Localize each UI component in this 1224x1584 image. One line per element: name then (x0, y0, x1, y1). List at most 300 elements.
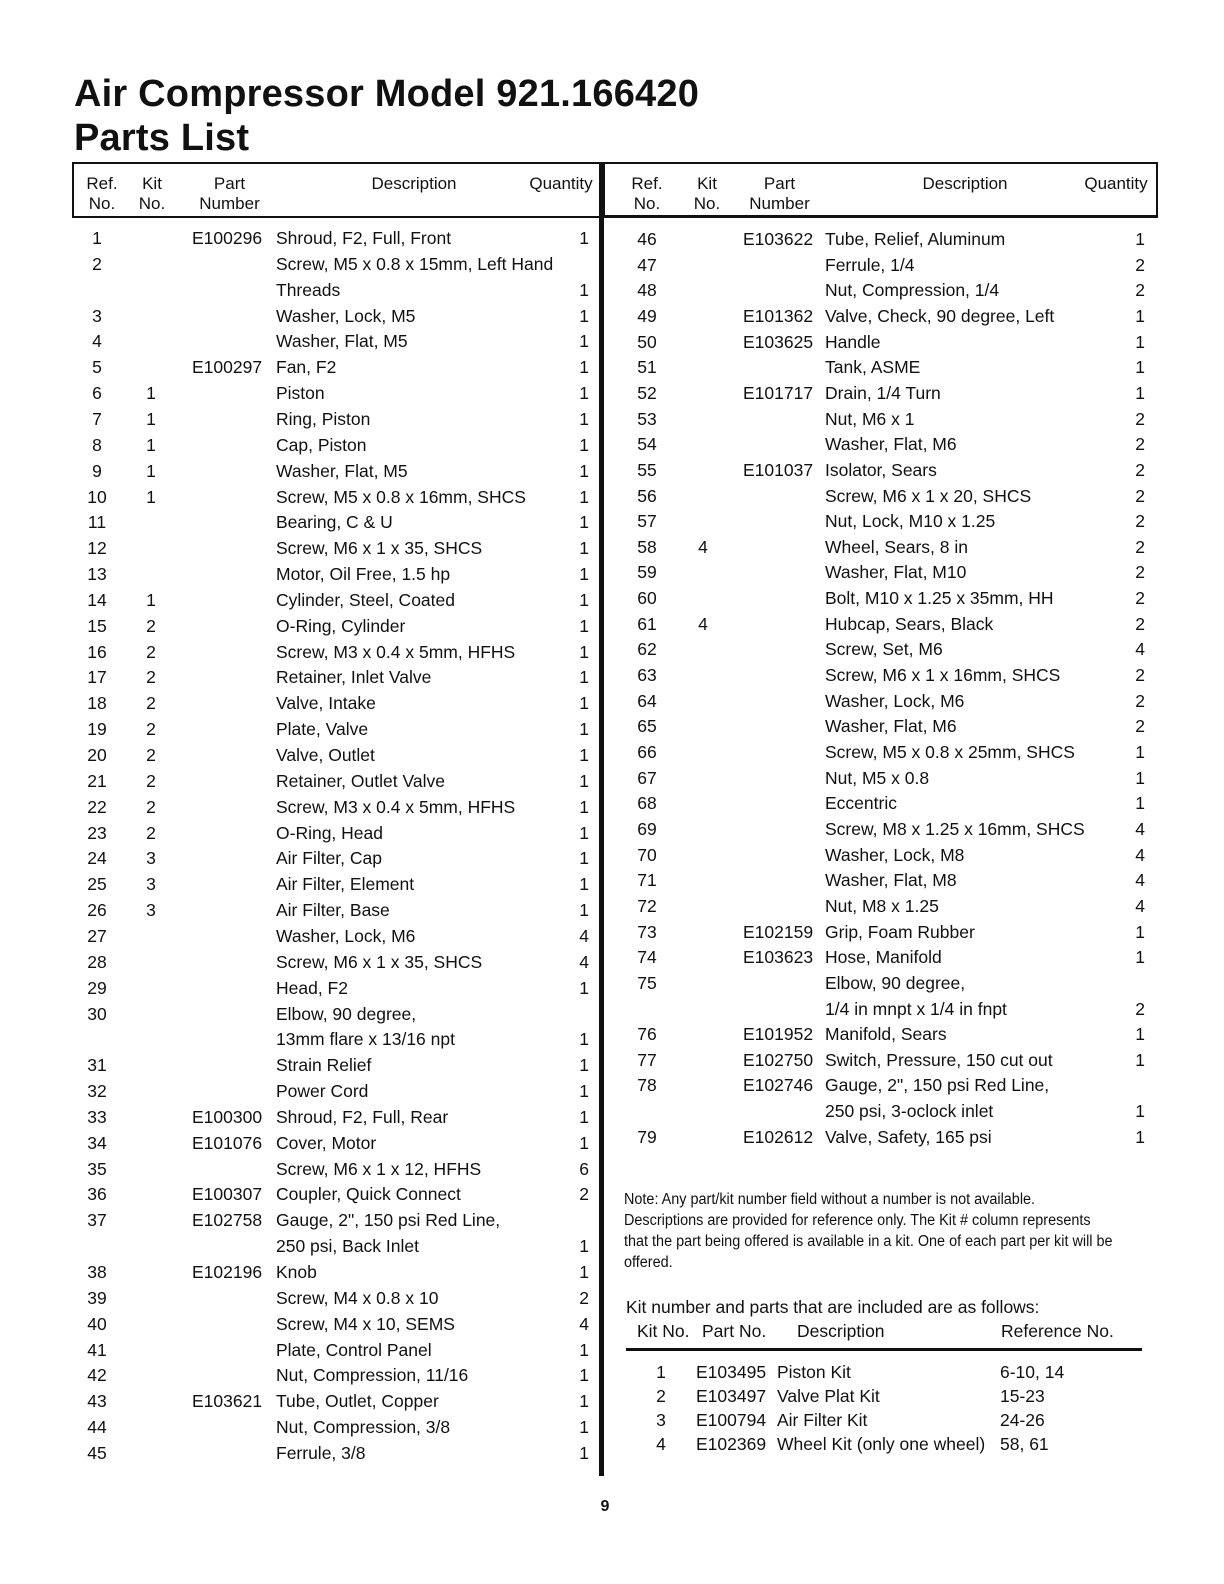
ref-no-cell: 63 (637, 665, 657, 686)
quantity-cell: 1 (579, 1029, 589, 1050)
description-cell: Screw, M6 x 1 x 12, HFHS (276, 1158, 482, 1179)
quantity-cell: 1 (579, 770, 589, 791)
part-number-cell: E102196 (192, 1262, 263, 1282)
table-row (610, 226, 1150, 252)
quantity-cell: 1 (1135, 1024, 1145, 1045)
ref-no-cell: 23 (87, 822, 107, 843)
ref-no-cell: 30 (87, 1003, 107, 1024)
quantity-cell: 1 (579, 615, 589, 636)
page-title: Air Compressor Model 921.166420 (74, 73, 700, 115)
part-number-cell: E101362 (743, 305, 814, 326)
description-cell: Washer, Flat, M6 (825, 716, 957, 737)
table-row (72, 1026, 597, 1052)
table-row (72, 871, 597, 897)
quantity-cell: 2 (1135, 536, 1145, 557)
ref-no-cell: 25 (87, 874, 107, 895)
table-row (610, 252, 1150, 278)
kit-description-cell: Piston Kit (777, 1362, 851, 1382)
table-row (72, 1207, 597, 1233)
ref-no-cell: 11 (87, 512, 107, 533)
kit-no-header: Kit No. (693, 174, 721, 213)
description-cell: Screw, M6 x 1 x 35, SHCS (276, 538, 483, 559)
page-number: 9 (600, 1498, 610, 1515)
quantity-cell: 1 (579, 564, 589, 585)
kit-part-no-cell: E103495 (696, 1362, 767, 1382)
description-cell: Grip, Foam Rubber (825, 921, 975, 942)
description-cell: Shroud, F2, Full, Front (276, 228, 452, 248)
quantity-cell: 2 (1135, 690, 1145, 711)
description-cell: Tank, ASME (825, 357, 921, 378)
description-cell: Motor, Oil Free, 1.5 hp (276, 564, 451, 585)
ref-no-cell: 71 (637, 870, 657, 891)
quantity-cell: 1 (579, 538, 589, 559)
kit-no-cell: 1 (146, 434, 156, 455)
kit-part-no-cell: E100794 (696, 1410, 767, 1430)
kit-row (626, 1432, 1142, 1456)
quantity-cell: 1 (1135, 767, 1145, 788)
ref-no-cell: 4 (92, 331, 102, 352)
table-row (72, 1078, 597, 1104)
part-number-cell: E100296 (192, 228, 263, 248)
kit-no-cell: 2 (656, 1386, 666, 1406)
table-row (72, 1181, 597, 1207)
quantity-cell: 1 (579, 460, 589, 481)
description-cell: Power Cord (276, 1081, 369, 1102)
table-row (72, 690, 597, 716)
left-table-header (72, 162, 603, 218)
table-row (610, 816, 1150, 842)
description-cell: Head, F2 (276, 977, 348, 998)
description-cell: Shroud, F2, Full, Rear (276, 1106, 449, 1127)
description-cell: Screw, M3 x 0.4 x 5mm, HFHS (276, 796, 516, 817)
quantity-cell: 1 (579, 719, 589, 740)
quantity-cell: 1 (579, 408, 589, 429)
description-cell: Screw, M5 x 0.8 x 25mm, SHCS (825, 742, 1075, 762)
quantity-cell: 4 (1135, 844, 1145, 865)
description-cell: Screw, M4 x 0.8 x 10 (276, 1287, 439, 1308)
description-cell: Bolt, M10 x 1.25 x 35mm, HH (825, 588, 1054, 609)
kit-no-cell: 2 (146, 693, 156, 714)
description-cell: Ferrule, 3/8 (276, 1442, 366, 1463)
quantity-cell: 1 (1135, 229, 1145, 249)
description-cell: Manifold, Sears (825, 1024, 947, 1045)
ref-no-cell: 12 (87, 538, 107, 559)
description-cell: Screw, M4 x 10, SEMS (276, 1313, 455, 1334)
table-row (72, 277, 597, 303)
quantity-cell: 2 (1135, 459, 1145, 480)
table-row (72, 716, 597, 742)
quantity-cell: 1 (579, 822, 589, 843)
ref-no-cell: 59 (637, 562, 657, 583)
kit-no-cell: 4 (698, 536, 708, 557)
ref-no-cell: 73 (637, 921, 657, 942)
ref-no-cell: 36 (87, 1184, 107, 1205)
kit-no-cell: 2 (146, 641, 156, 662)
table-row (72, 587, 597, 613)
quantity-cell: 4 (579, 951, 589, 972)
part-number-header: Part Number (199, 174, 260, 213)
table-row (610, 867, 1150, 893)
part-number-cell: E100307 (192, 1184, 263, 1205)
quantity-cell: 1 (1135, 1049, 1145, 1070)
quantity-cell: 4 (1135, 639, 1145, 660)
ref-no-cell: 15 (87, 615, 107, 636)
kit-section-intro: Kit number and parts that are included are as follows: (626, 1297, 1040, 1317)
description-cell: Plate, Valve (276, 719, 369, 740)
kit-no-cell: 4 (698, 613, 708, 634)
kit-no-cell: 3 (146, 874, 156, 895)
quantity-cell: 1 (1135, 742, 1145, 762)
table-row (72, 923, 597, 949)
quantity-cell: 2 (1135, 716, 1145, 737)
quantity-cell: 1 (579, 331, 589, 352)
quantity-cell: 2 (1135, 613, 1145, 634)
ref-no-cell: 79 (637, 1126, 657, 1147)
ref-no-cell: 18 (87, 693, 107, 714)
table-row (610, 1124, 1150, 1150)
description-cell: 1/4 in mnpt x 1/4 in fnpt (825, 998, 1007, 1019)
ref-no-cell: 77 (637, 1049, 657, 1070)
description-cell: Ferrule, 1/4 (825, 254, 915, 275)
table-row (72, 1362, 597, 1388)
quantity-cell: 1 (579, 1339, 589, 1360)
quantity-cell: 1 (579, 1391, 589, 1412)
ref-no-cell: 39 (87, 1287, 107, 1308)
column-divider (599, 162, 604, 1476)
table-row (72, 484, 597, 510)
ref-no-cell: 2 (92, 253, 102, 274)
kit-no-cell: 2 (146, 770, 156, 791)
description-cell: Nut, Compression, 11/16 (276, 1365, 469, 1386)
quantity-cell: 1 (579, 900, 589, 921)
part-number-cell: E101076 (192, 1132, 263, 1153)
table-row (610, 303, 1150, 329)
description-cell: Strain Relief (276, 1055, 372, 1076)
table-row (72, 1311, 597, 1337)
kit-no-cell: 2 (146, 745, 156, 765)
quantity-cell: 1 (579, 512, 589, 533)
ref-no-cell: 64 (637, 690, 657, 711)
quantity-cell: 1 (579, 1055, 589, 1076)
description-cell: Bearing, C & U (276, 512, 393, 533)
description-cell: Screw, M6 x 1 x 20, SHCS (825, 485, 1032, 506)
table-row (72, 225, 597, 251)
kit-no-cell: 2 (146, 796, 156, 817)
ref-no-cell: 78 (637, 1075, 657, 1096)
description-cell: Gauge, 2", 150 psi Red Line, (825, 1075, 1050, 1096)
table-row (72, 975, 597, 1001)
description-cell: Screw, M3 x 0.4 x 5mm, HFHS (276, 641, 516, 662)
kit-row (626, 1360, 1142, 1384)
description-cell: Cylinder, Steel, Coated (276, 589, 455, 610)
ref-no-cell: 31 (87, 1055, 107, 1076)
description-cell: Nut, M8 x 1.25 (825, 895, 939, 916)
page-subtitle: Parts List (74, 117, 250, 159)
description-cell: Handle (825, 331, 881, 352)
description-cell: Valve, Outlet (276, 745, 375, 765)
description-cell: Valve, Intake (276, 693, 376, 714)
ref-no-cell: 57 (637, 511, 657, 532)
part-number-cell: E103625 (743, 331, 814, 352)
ref-no-cell: 9 (92, 460, 102, 481)
kit-part-no-cell: E103497 (696, 1386, 767, 1406)
ref-no-cell: 41 (87, 1339, 107, 1360)
table-row (610, 329, 1150, 355)
table-row (610, 1098, 1150, 1124)
description-cell: Knob (276, 1262, 317, 1282)
kit-description-cell: Valve Plat Kit (777, 1386, 880, 1406)
description-cell: Hubcap, Sears, Black (825, 613, 994, 634)
quantity-cell: 1 (579, 977, 589, 998)
description-cell: Screw, M5 x 0.8 x 15mm, Left Hand (276, 253, 554, 274)
ref-no-cell: 75 (637, 972, 657, 993)
table-row (72, 1104, 597, 1130)
table-row (610, 970, 1150, 996)
kit-reference-header: Reference No. (1001, 1321, 1114, 1341)
table-row (610, 739, 1150, 765)
quantity-cell: 1 (579, 1106, 589, 1127)
quantity-cell: 4 (1135, 870, 1145, 891)
table-row (610, 688, 1150, 714)
description-cell: Washer, Flat, M6 (825, 434, 957, 455)
kit-no-cell: 1 (146, 408, 156, 429)
description-cell: Washer, Flat, M5 (276, 331, 408, 352)
part-number-cell: E102758 (192, 1210, 263, 1231)
table-row (610, 842, 1150, 868)
kit-reference-cell: 15-23 (1000, 1386, 1045, 1406)
table-row (610, 406, 1150, 432)
part-number-cell: E101037 (743, 459, 814, 480)
description-cell: Washer, Flat, M5 (276, 460, 408, 481)
ref-no-cell: 49 (637, 305, 657, 326)
description-cell: Tube, Outlet, Copper (276, 1391, 439, 1412)
ref-no-cell: 6 (92, 383, 102, 404)
quantity-cell: 4 (579, 1313, 589, 1334)
ref-no-cell: 1 (92, 228, 102, 248)
kit-no-cell: 2 (146, 719, 156, 740)
kit-no-cell: 2 (146, 822, 156, 843)
kit-description-cell: Wheel Kit (only one wheel) (777, 1434, 986, 1454)
table-row (610, 483, 1150, 509)
quantity-cell: 1 (579, 434, 589, 455)
table-row (610, 944, 1150, 970)
quantity-cell: 2 (1135, 254, 1145, 275)
description-cell: Washer, Lock, M5 (276, 305, 416, 326)
table-row (72, 742, 597, 768)
description-cell: Screw, M6 x 1 x 16mm, SHCS (825, 665, 1061, 686)
quantity-cell: 1 (1135, 1101, 1145, 1122)
ref-no-header: Ref. No. (631, 174, 663, 213)
quantity-cell: 2 (1135, 280, 1145, 301)
description-cell: Nut, M6 x 1 (825, 408, 915, 429)
kit-no-cell: 4 (656, 1434, 666, 1454)
table-row (72, 354, 597, 380)
description-cell: Washer, Lock, M6 (825, 690, 965, 711)
description-cell: Retainer, Inlet Valve (276, 667, 432, 688)
part-number-cell: E102612 (743, 1126, 814, 1147)
ref-no-cell: 16 (87, 641, 107, 662)
table-row (610, 790, 1150, 816)
ref-no-cell: 35 (87, 1158, 107, 1179)
table-row (72, 794, 597, 820)
ref-no-header: Ref. No. (86, 174, 118, 213)
description-cell: Screw, M8 x 1.25 x 16mm, SHCS (825, 818, 1085, 839)
table-row (610, 1021, 1150, 1047)
quantity-cell: 1 (1135, 331, 1145, 352)
quantity-cell: 1 (1135, 921, 1145, 942)
table-row (72, 768, 597, 794)
quantity-cell: 1 (579, 848, 589, 869)
table-row (610, 380, 1150, 406)
description-cell: Retainer, Outlet Valve (276, 770, 445, 791)
ref-no-cell: 44 (87, 1417, 107, 1438)
part-number-cell: E103623 (743, 947, 814, 968)
part-number-cell: E100297 (192, 357, 263, 378)
ref-no-cell: 46 (637, 229, 657, 249)
ref-no-cell: 24 (87, 848, 107, 869)
table-row (72, 845, 597, 871)
description-cell: Switch, Pressure, 150 cut out (825, 1049, 1053, 1070)
table-row (72, 458, 597, 484)
part-number-cell: E103621 (192, 1391, 263, 1412)
ref-no-cell: 40 (87, 1313, 107, 1334)
table-row (72, 1285, 597, 1311)
part-number-cell: E102750 (743, 1049, 814, 1070)
description-cell: Nut, Compression, 1/4 (825, 280, 1000, 301)
quantity-cell: 1 (579, 874, 589, 895)
description-cell: Cap, Piston (276, 434, 367, 455)
description-cell: Tube, Relief, Aluminum (825, 229, 1006, 249)
kit-no-cell: 2 (146, 667, 156, 688)
ref-no-cell: 34 (87, 1132, 107, 1153)
quantity-cell: 1 (579, 1442, 589, 1463)
ref-no-cell: 19 (87, 719, 107, 740)
table-row (72, 303, 597, 329)
quantity-cell: 1 (579, 796, 589, 817)
ref-no-cell: 22 (87, 796, 107, 817)
part-number-cell: E101717 (743, 382, 814, 403)
ref-no-cell: 54 (637, 434, 657, 455)
table-row (610, 611, 1150, 637)
ref-no-cell: 10 (87, 486, 107, 507)
description-cell: Washer, Lock, M8 (825, 844, 965, 865)
description-cell: Gauge, 2", 150 psi Red Line, (276, 1210, 501, 1231)
part-number-header: Part Number (749, 174, 810, 213)
ref-no-cell: 66 (637, 742, 657, 762)
quantity-cell: 1 (579, 228, 589, 248)
description-cell: Elbow, 90 degree, (825, 972, 966, 993)
quantity-cell: 1 (579, 1417, 589, 1438)
quantity-cell: 1 (1135, 947, 1145, 968)
description-cell: Fan, F2 (276, 357, 337, 378)
description-cell: Threads (276, 279, 341, 300)
table-row (72, 664, 597, 690)
table-row (610, 277, 1150, 303)
ref-no-cell: 76 (637, 1024, 657, 1045)
table-row (72, 1052, 597, 1078)
table-row (72, 328, 597, 354)
table-row (72, 1337, 597, 1363)
ref-no-cell: 17 (87, 667, 107, 688)
description-cell: Screw, M6 x 1 x 35, SHCS (276, 951, 483, 972)
description-cell: Washer, Flat, M10 (825, 562, 967, 583)
description-cell: Plate, Control Panel (276, 1339, 432, 1360)
description-cell: Air Filter, Base (276, 900, 390, 921)
part-number-cell: E101952 (743, 1024, 814, 1045)
quantity-cell: 1 (579, 1365, 589, 1386)
ref-no-cell: 33 (87, 1106, 107, 1127)
ref-no-cell: 5 (92, 357, 102, 378)
ref-no-cell: 28 (87, 951, 107, 972)
description-cell: Screw, Set, M6 (825, 639, 943, 660)
ref-no-cell: 60 (637, 588, 657, 609)
quantity-cell: 2 (1135, 485, 1145, 506)
quantity-cell: 1 (1135, 382, 1145, 403)
kit-row (626, 1384, 1142, 1408)
description-cell: Elbow, 90 degree, (276, 1003, 417, 1024)
ref-no-cell: 50 (637, 331, 657, 352)
part-number-cell: E102746 (743, 1075, 814, 1096)
description-cell: Valve, Check, 90 degree, Left (825, 305, 1055, 326)
ref-no-cell: 62 (637, 639, 657, 660)
ref-no-cell: 55 (637, 459, 657, 480)
ref-no-cell: 48 (637, 280, 657, 301)
ref-no-cell: 61 (637, 613, 657, 634)
quantity-cell: 1 (579, 641, 589, 662)
table-row (72, 1233, 597, 1259)
kit-no-cell: 1 (146, 383, 156, 404)
quantity-cell: 1 (579, 667, 589, 688)
ref-no-cell: 13 (87, 564, 107, 585)
table-row (72, 251, 597, 277)
ref-no-cell: 20 (87, 745, 107, 765)
description-cell: Nut, Lock, M10 x 1.25 (825, 511, 996, 532)
right-table-header (603, 162, 1158, 218)
part-number-cell: E102159 (743, 921, 814, 942)
quantity-cell: 1 (579, 745, 589, 765)
table-row (72, 820, 597, 846)
table-row (610, 585, 1150, 611)
quantity-cell: 4 (1135, 818, 1145, 839)
ref-no-cell: 38 (87, 1262, 107, 1282)
table-row (72, 949, 597, 975)
kit-no-cell: 1 (146, 486, 156, 507)
kit-no-cell: 3 (656, 1410, 666, 1430)
ref-no-cell: 37 (87, 1210, 107, 1231)
ref-no-cell: 47 (637, 254, 657, 275)
table-row (610, 662, 1150, 688)
description-cell: Screw, M5 x 0.8 x 16mm, SHCS (276, 486, 526, 507)
quantity-cell: 1 (579, 693, 589, 714)
ref-no-cell: 32 (87, 1081, 107, 1102)
table-row (610, 636, 1150, 662)
description-cell: 250 psi, 3-oclock inlet (825, 1101, 994, 1122)
ref-no-cell: 67 (637, 767, 657, 788)
description-header: Description (371, 174, 457, 193)
table-row (610, 713, 1150, 739)
table-row (610, 996, 1150, 1022)
description-cell: Isolator, Sears (825, 459, 937, 480)
kit-reference-cell: 58, 61 (1000, 1434, 1049, 1454)
ref-no-cell: 53 (637, 408, 657, 429)
quantity-cell: 2 (1135, 434, 1145, 455)
ref-no-cell: 72 (637, 895, 657, 916)
table-row (610, 1072, 1150, 1098)
description-cell: O-Ring, Head (276, 822, 383, 843)
description-cell: 13mm flare x 13/16 npt (276, 1029, 455, 1050)
table-row (72, 1156, 597, 1182)
ref-no-cell: 56 (637, 485, 657, 506)
